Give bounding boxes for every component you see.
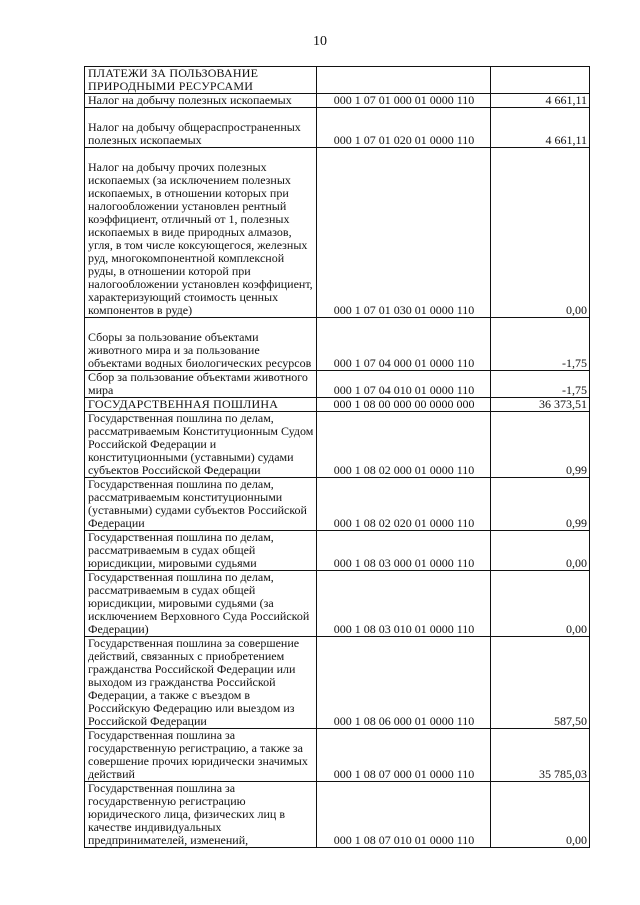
- row-code: 000 1 08 02 020 01 0000 110: [317, 478, 491, 531]
- row-code: 000 1 07 01 020 01 0000 110: [317, 108, 491, 148]
- row-code: 000 1 08 03 010 01 0000 110: [317, 571, 491, 637]
- row-code: 000 1 08 07 000 01 0000 110: [317, 729, 491, 782]
- row-name: Сборы за пользование объектами животного мира и за пользование объектами водных биологических ресурсов: [85, 318, 317, 371]
- row-amount: 0,99: [491, 478, 590, 531]
- table-row: [85, 371, 590, 398]
- row-name: Налог на добычу общераспространенных полезных ископаемых: [85, 108, 317, 148]
- row-amount: 0,00: [491, 531, 590, 571]
- row-code: 000 1 08 00 000 00 0000 000: [317, 398, 491, 412]
- table-row: [85, 108, 590, 148]
- row-amount: 0,00: [491, 782, 590, 848]
- row-name: ГОСУДАРСТВЕННАЯ ПОШЛИНА: [85, 398, 317, 412]
- row-code: 000 1 07 01 000 01 0000 110: [317, 94, 491, 108]
- row-code: 000 1 08 02 000 01 0000 110: [317, 412, 491, 478]
- table-row: [85, 478, 590, 531]
- row-name: Государственная пошлина по делам, рассматриваемым в судах общей юрисдикции, мировыми судьями: [85, 531, 317, 571]
- table-row: [85, 571, 590, 637]
- row-amount: 0,99: [491, 412, 590, 478]
- table-row: [85, 531, 590, 571]
- row-name: Государственная пошлина по делам, рассматриваемым конституционными (уставными) судами субъектов Российской Федерации: [85, 478, 317, 531]
- row-name: Сбор за пользование объектами животного мира: [85, 371, 317, 398]
- row-amount: 36 373,51: [491, 398, 590, 412]
- row-code: 000 1 07 04 000 01 0000 110: [317, 318, 491, 371]
- row-name: Государственная пошлина за совершение действий, связанных с приобретением гражданства Российской Федерации или выходом из гражданства Российской Федерации, а также с въездом в Российскую Федерацию или выездом из Российской Федерации: [85, 637, 317, 729]
- table-row: [85, 729, 590, 782]
- row-name: ПЛАТЕЖИ ЗА ПОЛЬЗОВАНИЕ ПРИРОДНЫМИ РЕСУРСАМИ: [85, 67, 317, 94]
- table-row: [85, 67, 590, 94]
- row-amount: 0,00: [491, 148, 590, 318]
- row-code: 000 1 07 04 010 01 0000 110: [317, 371, 491, 398]
- row-name: Государственная пошлина по делам, рассматриваемым в судах общей юрисдикции, мировыми судьями (за исключением Верховного Суда Российской Федерации): [85, 571, 317, 637]
- table-row: [85, 637, 590, 729]
- table-row: [85, 94, 590, 108]
- row-name: Налог на добычу полезных ископаемых: [85, 94, 317, 108]
- row-amount: 587,50: [491, 637, 590, 729]
- row-code: [317, 67, 491, 94]
- table-row: [85, 318, 590, 371]
- row-amount: 4 661,11: [491, 108, 590, 148]
- row-amount: -1,75: [491, 318, 590, 371]
- row-name: Государственная пошлина за государственную регистрацию, а также за совершение прочих юридически значимых действий: [85, 729, 317, 782]
- row-code: 000 1 08 03 000 01 0000 110: [317, 531, 491, 571]
- row-name: Государственная пошлина по делам, рассматриваемым Конституционным Судом Российской Федерации и конституционными (уставными) судами субъектов Российской Федерации: [85, 412, 317, 478]
- table-row: [85, 782, 590, 848]
- row-code: 000 1 07 01 030 01 0000 110: [317, 148, 491, 318]
- row-name: Налог на добычу прочих полезных ископаемых (за исключением полезных ископаемых, в отношении которых при налогообложении установлен рентный коэффициент, отличный от 1, полезных ископаемых в виде природных алмазов, угля, в том числе коксующегося, железных руд, многокомпонентной комплексной руды, в отношении которой при налогообложении установлен коэффициент, характеризующий стоимость ценных компонентов в руде): [85, 148, 317, 318]
- table-row: [85, 412, 590, 478]
- budget-table: [84, 66, 590, 848]
- row-code: 000 1 08 07 010 01 0000 110: [317, 782, 491, 848]
- row-amount: 0,00: [491, 571, 590, 637]
- row-amount: [491, 67, 590, 94]
- row-amount: 35 785,03: [491, 729, 590, 782]
- table-row: [85, 398, 590, 412]
- page-number: 10: [313, 34, 327, 49]
- row-code: 000 1 08 06 000 01 0000 110: [317, 637, 491, 729]
- row-amount: -1,75: [491, 371, 590, 398]
- row-amount: 4 661,11: [491, 94, 590, 108]
- row-name: Государственная пошлина за государственную регистрацию юридического лица, физических лиц в качестве индивидуальных предпринимателей, изменений,: [85, 782, 317, 848]
- table-row: [85, 148, 590, 318]
